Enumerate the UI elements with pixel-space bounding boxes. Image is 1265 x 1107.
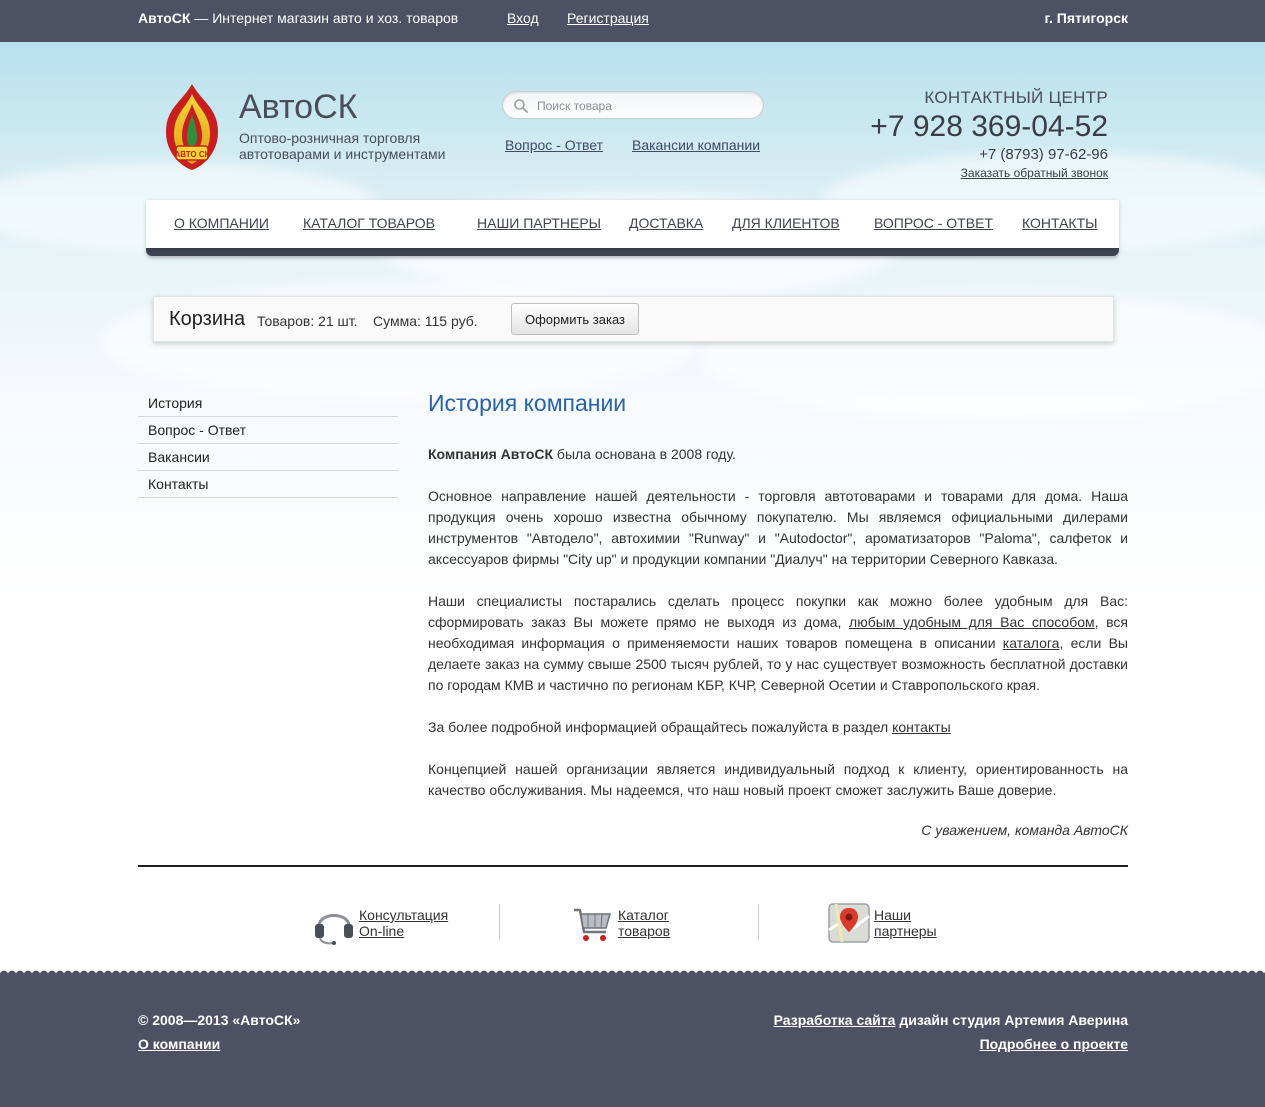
- city-selector[interactable]: г. Пятигорск: [1044, 10, 1128, 26]
- cart-title: Корзина: [169, 308, 246, 330]
- header-faq-link[interactable]: Вопрос - Ответ: [505, 137, 604, 153]
- sidebar-item-contacts[interactable]: Контакты: [138, 471, 398, 498]
- sidebar-item-faq[interactable]: Вопрос - Ответ: [138, 417, 398, 444]
- footer-about-link[interactable]: О компании: [138, 1036, 221, 1052]
- content-divider: [138, 865, 1128, 867]
- logo-icon[interactable]: [160, 80, 224, 172]
- second-phone: +7 (8793) 97-62-96: [979, 146, 1108, 163]
- top-brand: [138, 10, 458, 26]
- article-paragraph-1: [428, 444, 1128, 465]
- nav-item-delivery[interactable]: ДОСТАВКА: [629, 215, 704, 231]
- top-brand-name: АвтоСК: [138, 10, 191, 26]
- feature-catalog-label: [618, 907, 670, 939]
- p1-text: была основана в 2008 году.: [553, 446, 736, 462]
- article-paragraph-4: [428, 717, 1128, 738]
- cart-count: Товаров: 21 шт.: [257, 313, 358, 329]
- feature-consultation[interactable]: [311, 900, 481, 946]
- main-phone: +7 928 369-04-52: [870, 110, 1108, 143]
- map-icon: [826, 900, 872, 946]
- p3-text-b: , вся необходимая информация о применяемости наших товаров помещена в описании: [428, 614, 1128, 651]
- cart-icon: [570, 900, 616, 946]
- copyright: © 2008—2013 «АвтоСК»: [138, 1012, 301, 1028]
- page-title: История компании: [428, 390, 627, 416]
- nav-item-partners[interactable]: НАШИ ПАРТНЕРЫ: [477, 215, 602, 231]
- search-icon: [513, 98, 529, 114]
- article-paragraph-3: [428, 591, 1128, 696]
- nav-item-clients[interactable]: ДЛЯ КЛИЕНТОВ: [732, 215, 840, 231]
- nav-item-contacts[interactable]: КОНТАКТЫ: [1022, 215, 1098, 231]
- article-paragraph-2: Основное направление нашей деятельности - торговля автотоварами и товарами для дома. Наша продукция очень хорошо известна обычному покупателю. Мы являемся официальными дилерами инструментов "Автодело", автохимии "Runway" и "Autodoctor", ароматизаторов "Paloma", салфеток и аксессуаров фирмы "City up" и продукции компании "Диалуч" на территории Северного Кавказа.: [428, 488, 1128, 567]
- callback-link[interactable]: Заказать обратный звонок: [960, 166, 1108, 180]
- feature-partners-label: [874, 907, 937, 939]
- feature-partners[interactable]: [826, 900, 996, 946]
- developer-text: дизайн студия Артемия Аверина: [895, 1012, 1128, 1028]
- partners-link-line1[interactable]: Наши: [874, 907, 911, 923]
- article: [428, 390, 1128, 838]
- company-name-bold: Компания АвтоСК: [428, 446, 554, 462]
- signature: С уважением, команда АвтоСК: [921, 822, 1128, 838]
- site-title: АвтоСК: [239, 88, 358, 126]
- sidebar-menu: [138, 390, 398, 498]
- catalog-feature-link-line2[interactable]: товаров: [618, 923, 671, 939]
- search-input[interactable]: [537, 96, 757, 116]
- catalog-link[interactable]: каталога: [1002, 635, 1060, 651]
- consultation-link-line2[interactable]: On-line: [359, 923, 405, 939]
- p4-text: За более подробной информацией обращайтесь пожалуйста в раздел: [428, 719, 893, 735]
- nav-item-catalog[interactable]: КАТАЛОГ ТОВАРОВ: [303, 215, 435, 231]
- footer: [0, 975, 1265, 1107]
- footer-developer: [774, 1012, 1128, 1028]
- top-brand-tagline: — Интернет магазин авто и хоз. товаров: [190, 10, 459, 26]
- cart-bar: [153, 296, 1114, 342]
- checkout-button[interactable]: Оформить заказ: [511, 303, 639, 335]
- feature-separator: [499, 904, 500, 940]
- header-jobs-link[interactable]: Вакансии компании: [632, 137, 761, 153]
- site-subtitle: Оптово-розничная торговля автотоварами и инструментами: [239, 130, 446, 162]
- cart-sum: Сумма: 115 руб.: [373, 313, 478, 329]
- login-link[interactable]: Вход: [507, 10, 539, 26]
- feature-consultation-label: [359, 907, 448, 939]
- top-bar: [0, 0, 1265, 42]
- sidebar-item-history[interactable]: История: [138, 390, 398, 417]
- footer-more-link[interactable]: Подробнее о проекте: [979, 1036, 1128, 1052]
- headset-icon: [311, 900, 357, 946]
- nav-item-faq[interactable]: ВОПРОС - ОТВЕТ: [874, 215, 993, 231]
- p3-text-c: , если Вы делаете заказ на сумму свыше 2500 тысяч рублей, то у нас существует возможность бесплатной доставки по городам КМВ и частично по регионам КБР, КЧР, Северной Осетии и Ставропольского края.: [428, 635, 1128, 693]
- order-methods-link[interactable]: любым удобным для Вас способом: [849, 614, 1095, 630]
- p3-text-a: Наши специалисты постарались сделать процесс покупки как можно более удобным для Вас: сформировать заказ Вы можете прямо не выходя из дома,: [428, 593, 1128, 630]
- nav-bottom-shadow: [146, 248, 1119, 256]
- search-box[interactable]: [502, 91, 764, 119]
- feature-separator: [758, 904, 759, 940]
- article-paragraph-5: Концепцией нашей организации является индивидуальный подход к клиенту, ориентированность на качество обслуживания. Мы надеемся, что наш новый проект сможет заслужить Ваше доверие.: [428, 761, 1128, 798]
- footer-zigzag-edge: [0, 967, 1265, 975]
- main-nav: [146, 200, 1119, 248]
- contacts-link[interactable]: контакты: [892, 719, 951, 735]
- feature-catalog[interactable]: [570, 900, 740, 946]
- partners-link-line2[interactable]: партнеры: [874, 923, 937, 939]
- svg-text:АВТО СК: АВТО СК: [174, 150, 210, 159]
- consultation-link-line1[interactable]: Консультация: [359, 907, 449, 923]
- developer-link[interactable]: Разработка сайта: [773, 1012, 896, 1028]
- register-link[interactable]: Регистрация: [567, 10, 649, 26]
- nav-item-about[interactable]: О КОМПАНИИ: [174, 215, 269, 231]
- sidebar-item-jobs[interactable]: Вакансии: [138, 444, 398, 471]
- catalog-feature-link-line1[interactable]: Каталог: [618, 907, 669, 923]
- contact-center-title: КОНТАКТНЫЙ ЦЕНТР: [924, 88, 1108, 107]
